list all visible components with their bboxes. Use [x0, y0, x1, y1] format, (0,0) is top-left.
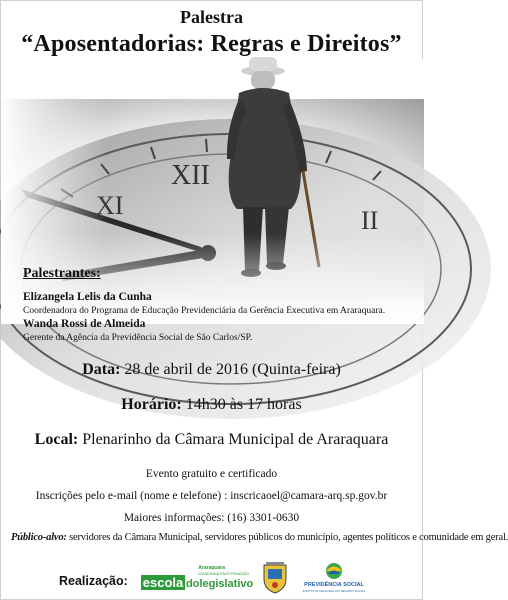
event-place: [1, 431, 422, 449]
escola-logo-top: Araraquara: [198, 565, 225, 571]
speaker-name: Wanda Rossi de Almeida: [23, 318, 146, 330]
date-label: Data:: [82, 361, 121, 378]
previdencia-mark-icon: [326, 563, 342, 579]
time-label: Horário:: [121, 396, 182, 413]
free-certified-note: Evento gratuito e certificado: [145, 468, 278, 480]
previdencia-sub: INSTITUTO NACIONAL DO SEGURO SOCIAL: [302, 589, 366, 593]
event-time: [1, 396, 422, 414]
hero-illustration: [1, 59, 424, 324]
time-value: 14h30 às 17 horas: [185, 396, 302, 413]
date-value: 28 de abril de 2016 (Quinta-feira): [124, 361, 341, 378]
event-date: [1, 361, 422, 379]
poster-pre-title: Palestra: [180, 7, 243, 27]
organizers-label: Realização:: [59, 574, 128, 588]
place-value: Plenarinho da Câmara Municipal de Araraquara: [82, 431, 389, 448]
audience-text: servidores da Câmara Municipal, servidores públicos do município, agentes políticos e comunidade em geral.: [66, 532, 508, 543]
audience-label: Público-alvo:: [11, 532, 67, 543]
escola-logo-sub: CIDADANIA EM EXPANSÃO: [197, 571, 249, 576]
previdencia-social-logo: [302, 562, 366, 594]
speaker-role: Coordenadora do Programa de Educação Previdenciária da Gerência Executiva em Araraquara.: [23, 306, 386, 316]
escola-logo-right: dolegislativo: [186, 578, 254, 590]
escola-do-legislativo-logo: [141, 563, 254, 591]
camara-crest-logo: [260, 561, 290, 595]
signup-info: Inscrições pelo e-mail (nome e telefone) : inscricaoel@camara-arq.sp.gov.br: [35, 490, 388, 502]
poster-title: “Aposentadorias: Regras e Direitos”: [21, 31, 402, 57]
speaker-role: Gerente da Agência da Previdência Social de São Carlos/SP.: [23, 333, 253, 343]
place-label: Local:: [34, 431, 79, 448]
escola-logo-left: escola: [142, 575, 184, 590]
speaker-name: Elizangela Lelis da Cunha: [23, 291, 152, 303]
more-info: Maiores informações: (16) 3301-0630: [123, 512, 300, 524]
target-audience: [11, 532, 508, 543]
speakers-heading: Palestrantes:: [23, 266, 101, 281]
previdencia-name: PREVIDÊNCIA SOCIAL: [304, 582, 364, 588]
